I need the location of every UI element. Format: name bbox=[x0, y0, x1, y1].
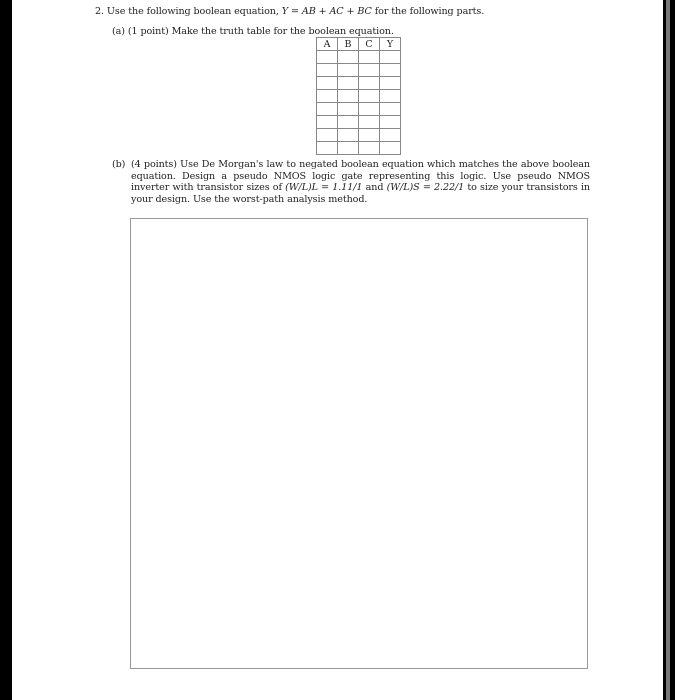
table-cell[interactable] bbox=[380, 77, 401, 90]
table-cell[interactable] bbox=[338, 116, 359, 129]
table-row bbox=[317, 90, 401, 103]
question-text-after: for the following parts. bbox=[374, 6, 485, 17]
table-cell[interactable] bbox=[317, 116, 338, 129]
switch-size: (W/L)S = 2.22/1 bbox=[386, 182, 465, 193]
part-b-text2: to size your transistors in your design. Use the worst-path analysis method. bbox=[131, 182, 590, 205]
table-cell[interactable] bbox=[338, 51, 359, 64]
table-cell[interactable] bbox=[338, 129, 359, 142]
table-cell[interactable] bbox=[380, 51, 401, 64]
part-b bbox=[112, 159, 590, 205]
table-header-cell: C bbox=[359, 38, 380, 51]
table-cell[interactable] bbox=[359, 90, 380, 103]
table-header-cell: B bbox=[338, 38, 359, 51]
table-cell[interactable] bbox=[359, 116, 380, 129]
table-cell[interactable] bbox=[380, 116, 401, 129]
question-number: 2. bbox=[95, 6, 104, 17]
table-cell[interactable] bbox=[380, 103, 401, 116]
table-row bbox=[317, 129, 401, 142]
part-b-text bbox=[131, 159, 590, 205]
load-size: (W/L)L = 1.11/1 bbox=[285, 182, 363, 193]
part-a bbox=[112, 26, 394, 37]
table-row bbox=[317, 142, 401, 155]
and-word: and bbox=[365, 182, 384, 193]
table-row bbox=[317, 51, 401, 64]
part-b-label: (b) bbox=[112, 159, 126, 170]
table-header-cell: Y bbox=[380, 38, 401, 51]
part-b-text1: (4 points) Use De Morgan's law to negated boolean equation which matches the above boolean equation. Design a pseudo NMOS logic gate representing this logic. Use pseudo NMOS inverter with transistor sizes of bbox=[131, 159, 590, 193]
table-header-cell: A bbox=[317, 38, 338, 51]
part-a-text: (1 point) Make the truth table for the boolean equation. bbox=[127, 26, 394, 37]
answer-box[interactable] bbox=[130, 218, 588, 669]
table-cell[interactable] bbox=[338, 77, 359, 90]
table-row bbox=[317, 64, 401, 77]
right-border-bar-outer bbox=[670, 0, 675, 700]
table-cell[interactable] bbox=[338, 103, 359, 116]
table-cell[interactable] bbox=[338, 90, 359, 103]
truth-table bbox=[316, 37, 401, 155]
table-cell[interactable] bbox=[317, 64, 338, 77]
table-row bbox=[317, 103, 401, 116]
table-cell[interactable] bbox=[380, 129, 401, 142]
table-cell[interactable] bbox=[317, 142, 338, 155]
table-cell[interactable] bbox=[317, 77, 338, 90]
part-a-label: (a) bbox=[112, 26, 125, 37]
table-cell[interactable] bbox=[359, 142, 380, 155]
table-cell[interactable] bbox=[359, 51, 380, 64]
table-cell[interactable] bbox=[359, 64, 380, 77]
table-cell[interactable] bbox=[317, 51, 338, 64]
table-row bbox=[317, 116, 401, 129]
question-heading bbox=[95, 6, 484, 17]
left-border-bar bbox=[0, 0, 12, 700]
table-cell[interactable] bbox=[359, 77, 380, 90]
table-cell[interactable] bbox=[359, 103, 380, 116]
table-cell[interactable] bbox=[338, 64, 359, 77]
table-cell[interactable] bbox=[317, 90, 338, 103]
table-cell[interactable] bbox=[380, 64, 401, 77]
table-cell[interactable] bbox=[380, 142, 401, 155]
table-cell[interactable] bbox=[359, 129, 380, 142]
boolean-equation: Y = AB + AC + BC bbox=[281, 6, 372, 17]
table-cell[interactable] bbox=[338, 142, 359, 155]
table-row bbox=[317, 77, 401, 90]
question-text: Use the following boolean equation, bbox=[106, 6, 279, 17]
table-cell[interactable] bbox=[317, 129, 338, 142]
table-cell[interactable] bbox=[317, 103, 338, 116]
table-cell[interactable] bbox=[380, 90, 401, 103]
